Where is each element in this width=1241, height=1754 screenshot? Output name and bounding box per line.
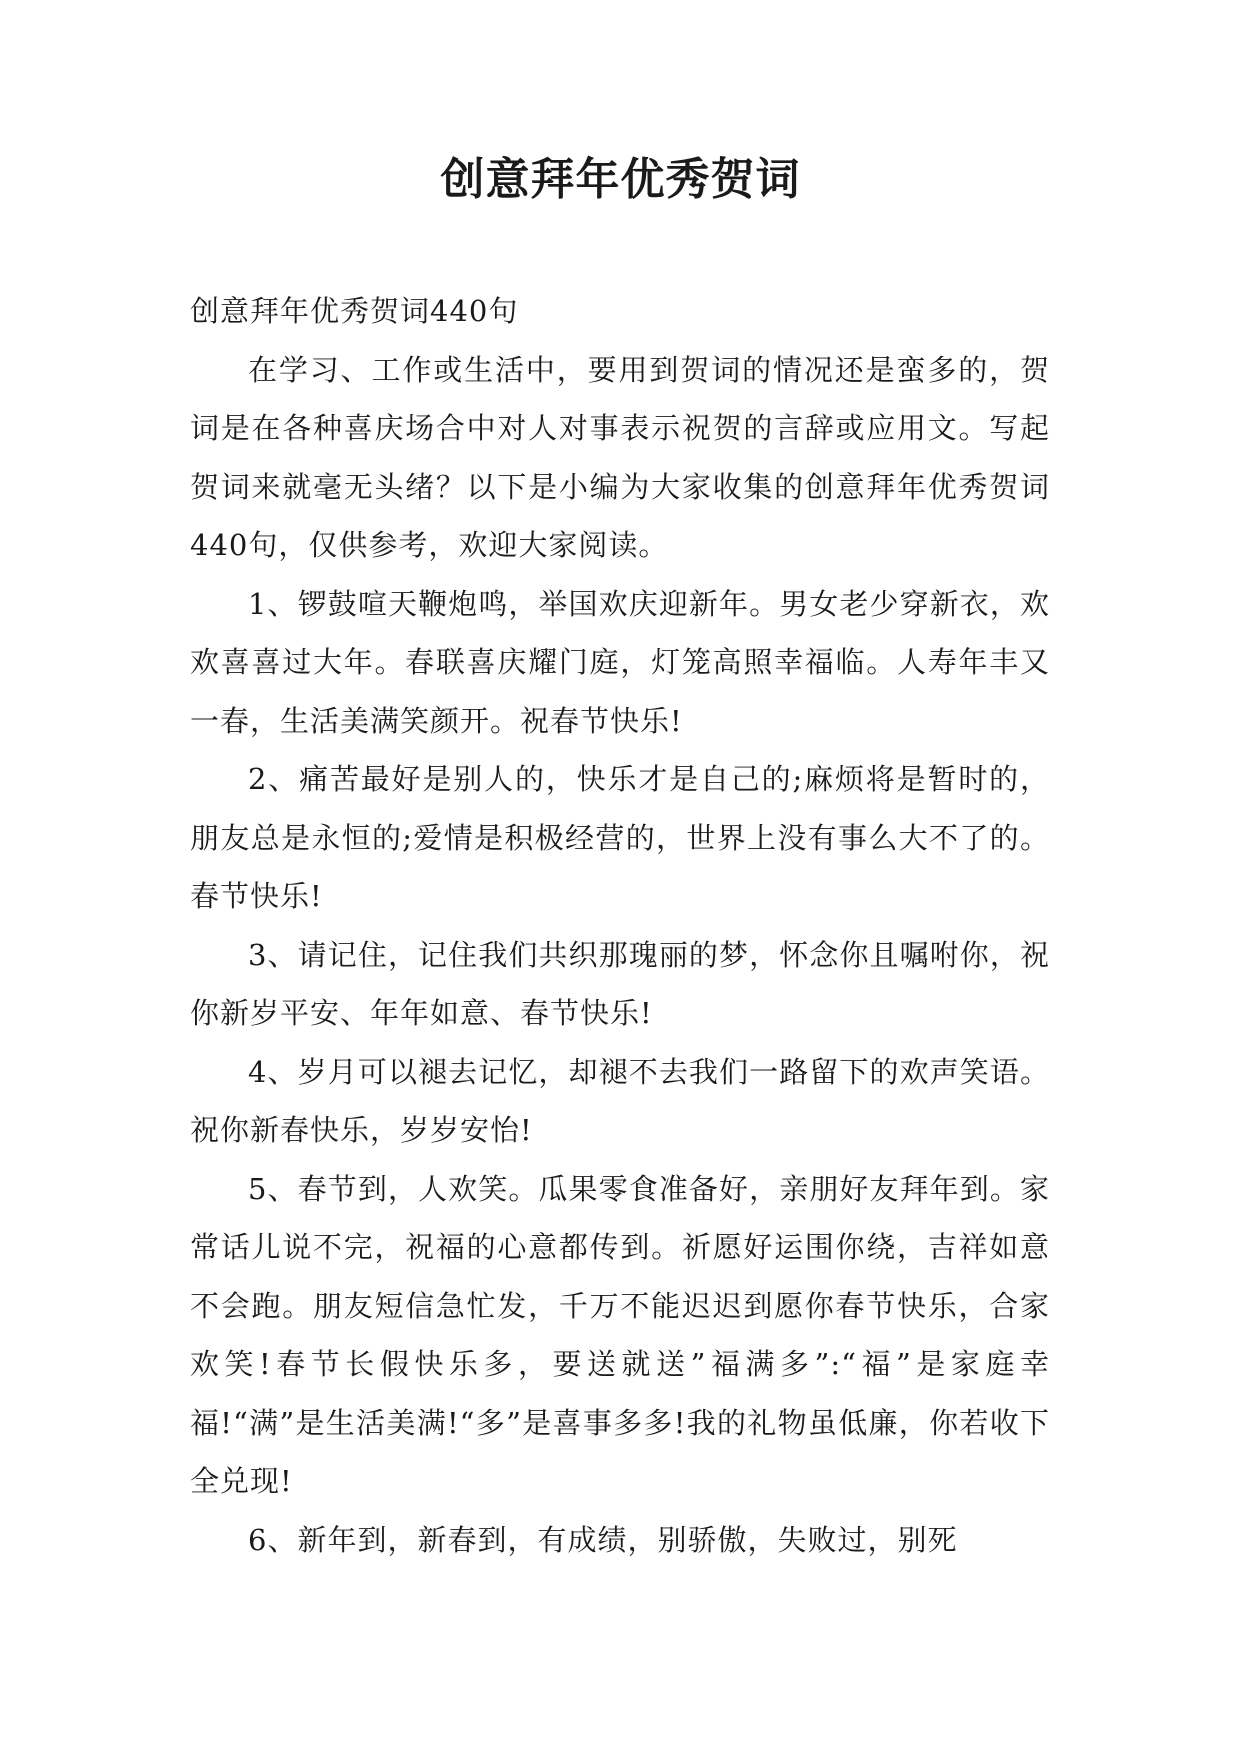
- document-title: 创意拜年优秀贺词: [440, 154, 801, 205]
- greeting-item-3: 3、请记住，记住我们共织那瑰丽的梦，怀念你且嘱咐你，祝你新岁平安、年年如意、春节快乐!: [190, 937, 1050, 1030]
- greeting-item-6: 6、新年到，新春到，有成绩，别骄傲，失败过，别死: [248, 1522, 958, 1557]
- intro-paragraph: 在学习、工作或生活中，要用到贺词的情况还是蛮多的，贺词是在各种喜庆场合中对人对事表示祝贺的言辞或应用文。写起贺词来就毫无头绪？以下是小编为大家收集的创意拜年优秀贺词440句，仅供参考，欢迎大家阅读。: [190, 352, 1050, 562]
- greeting-item-5: 5、春节到，人欢笑。瓜果零食准备好，亲朋好友拜年到。家常话儿说不完，祝福的心意都传到。祈愿好运围你绕，吉祥如意不会跑。朋友短信急忙发，千万不能迟迟到愿你春节快乐，合家欢笑!春节长假快乐多，要送就送”福满多”:“福”是家庭幸福!“满”是生活美满!“多”是喜事多多!我的礼物虽低廉，你若收下全兑现!: [190, 1171, 1050, 1498]
- greeting-item-4: 4、岁月可以褪去记忆，却褪不去我们一路留下的欢声笑语。祝你新春快乐，岁岁安怡!: [190, 1054, 1050, 1147]
- subtitle-line: 创意拜年优秀贺词440句: [190, 294, 519, 328]
- greeting-item-1: 1、锣鼓喧天鞭炮鸣，举国欢庆迎新年。男女老少穿新衣，欢欢喜喜过大年。春联喜庆耀门庭，灯笼高照幸福临。人寿年丰又一春，生活美满笑颜开。祝春节快乐!: [190, 586, 1050, 738]
- greeting-item-2: 2、痛苦最好是别人的，快乐才是自己的;麻烦将是暂时的，朋友总是永恒的;爱情是积极经营的，世界上没有事么大不了的。春节快乐!: [190, 762, 1050, 913]
- document-body: [190, 282, 1050, 1569]
